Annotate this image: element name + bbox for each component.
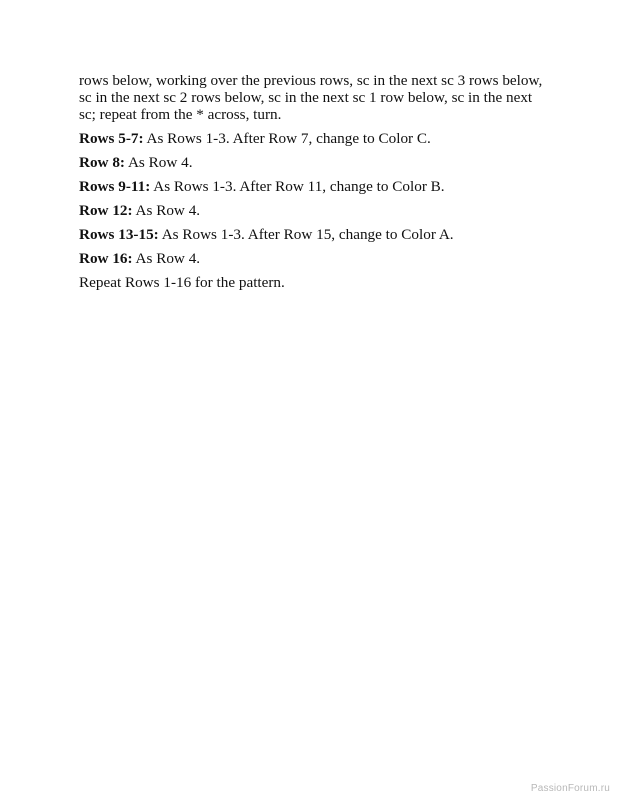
row-text: As Row 4.: [132, 250, 201, 267]
continuation-line: sc in the next sc 2 rows below, sc in the next sc 1 row below, sc in the next: [79, 89, 533, 106]
row-label: Rows 9-11:: [79, 178, 151, 195]
row-label: Rows 13-15:: [79, 226, 159, 243]
row-label: Row 8:: [79, 154, 125, 171]
row-text: As Rows 1-3. After Row 7, change to Color C.: [143, 130, 431, 147]
site-watermark: PassionForum.ru: [530, 783, 610, 794]
row-instruction-rows-5-7: [79, 130, 549, 147]
row-instruction-rows-9-11: [79, 178, 549, 195]
final-note: Repeat Rows 1-16 for the pattern.: [79, 274, 285, 291]
row-instruction-row-8: [79, 154, 549, 171]
page-content: [79, 72, 549, 298]
row-label: Rows 5-7:: [79, 130, 144, 147]
row-instruction-row-12: [79, 202, 549, 219]
continuation-line: sc; repeat from the * across, turn.: [79, 106, 282, 123]
continuation-line: rows below, working over the previous rows, sc in the next sc 3 rows below,: [79, 72, 543, 89]
row-text: As Rows 1-3. After Row 15, change to Color A.: [158, 226, 454, 243]
row-instruction-rows-13-15: [79, 226, 549, 243]
row-label: Row 16:: [79, 250, 133, 267]
continuation-paragraph: [79, 72, 549, 123]
row-text: As Rows 1-3. After Row 11, change to Color B.: [150, 178, 445, 195]
row-text: As Row 4.: [124, 154, 193, 171]
row-label: Row 12:: [79, 202, 133, 219]
row-text: As Row 4.: [132, 202, 201, 219]
row-instruction-row-16: [79, 250, 549, 267]
